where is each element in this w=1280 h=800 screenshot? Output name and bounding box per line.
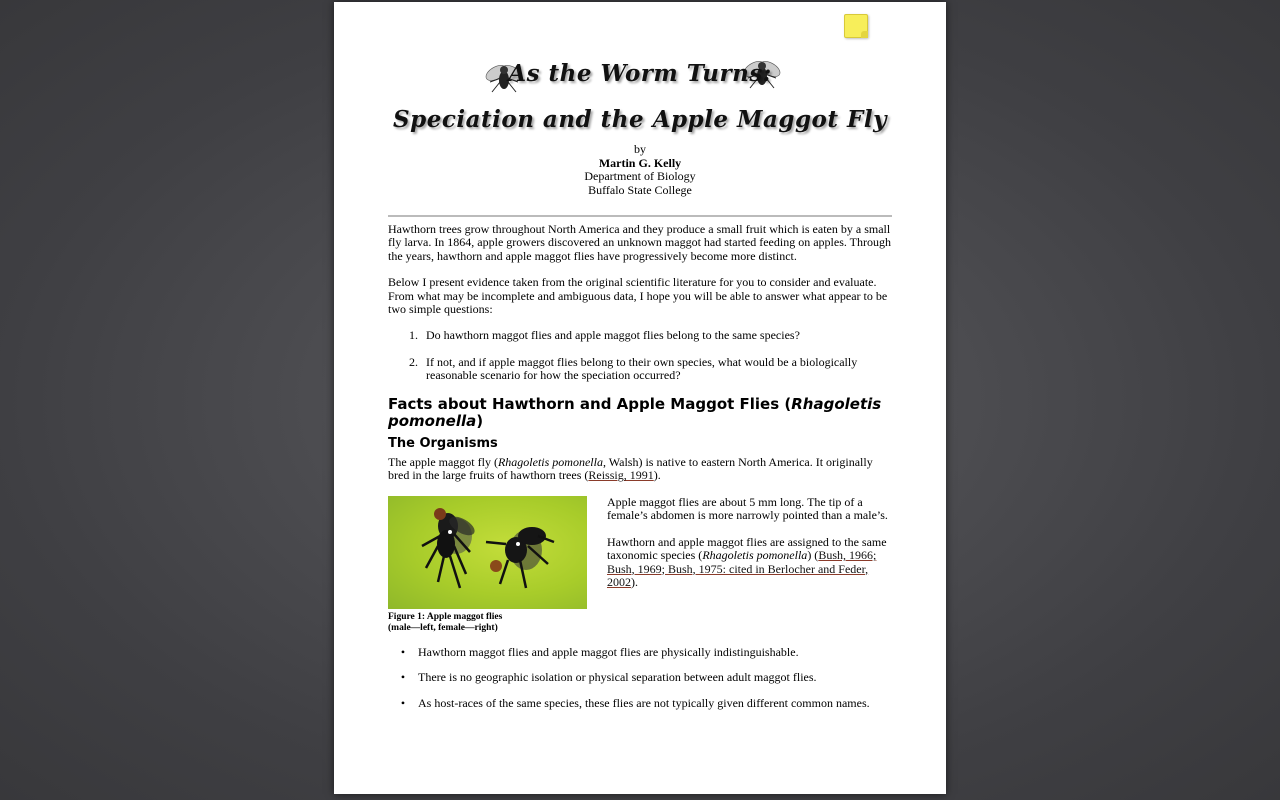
title-line-1: As the Worm Turns: <box>508 60 772 87</box>
figure-text-2-mid: ) ( <box>807 548 819 563</box>
intro-paragraph-2: Below I present evidence taken from the original scientific literature for you to consider and evaluate. From what may be incomplete and ambiguous data, I hope you will be able to answer what appear to be two simple questions: <box>388 275 888 317</box>
figure-text-2-species: Rhagoletis pomonella <box>702 548 808 563</box>
author-institution: Buffalo State College <box>588 182 692 197</box>
document-page <box>334 2 946 794</box>
bullet-icon: • <box>400 644 406 659</box>
author-name: Martin G. Kelly <box>598 155 682 170</box>
organisms-text-post: ). <box>653 468 661 483</box>
citation-link-bush[interactable]: Bush, 1966; Bush, 1969; Bush, 1975: cited in Berlocher and Feder, 2002 <box>607 548 877 589</box>
title-line-2: Speciation and the Apple Maggot Fly <box>393 106 887 133</box>
question-text: Do hawthorn maggot flies and apple maggot flies belong to the same species? <box>426 328 800 343</box>
fact-text: There is no geographic isolation or physical separation between adult maggot flies. <box>418 670 817 685</box>
title-divider <box>388 215 892 217</box>
list-item <box>388 671 892 684</box>
subsection-heading: The Organisms <box>388 435 498 451</box>
figure-photo <box>388 496 587 609</box>
organisms-paragraph <box>388 456 892 483</box>
list-item <box>388 356 892 383</box>
bullet-icon: • <box>400 670 406 685</box>
figure-text-2-post: ). <box>631 574 638 589</box>
organisms-text-mid: , Walsh) is native to eastern North America. It originally bred in the large fruits of hawthorn trees ( <box>388 455 873 483</box>
figure-caption-line-1: Figure 1: Apple maggot flies <box>388 611 503 622</box>
question-number: 2. <box>409 354 418 369</box>
question-text: If not, and if apple maggot flies belong to their own species, what would be a biologically reasonable scenario for how the speciation occurred? <box>426 354 858 383</box>
section-heading-pre: Facts about Hawthorn and Apple Maggot Flies ( <box>388 394 792 413</box>
bullet-icon: • <box>400 695 406 710</box>
author-department: Department of Biology <box>584 169 696 183</box>
question-list <box>388 329 892 382</box>
figure-caption-line-2: (male—left, female—right) <box>388 622 498 633</box>
fact-text: Hawthorn maggot flies and apple maggot flies are physically indistinguishable. <box>418 644 799 659</box>
sticky-note-icon[interactable] <box>844 14 868 38</box>
figure-text-2 <box>607 536 897 590</box>
intro-paragraph-1: Hawthorn trees grow throughout North America and they produce a small fruit which is eaten by a small fly larva. In 1864, apple growers discovered an unknown maggot had started feeding on apples. Through the years, hawthorn and apple maggot flies have progressively become more distinct. <box>388 222 891 263</box>
section-heading-italic: Rhagoletis pomonella <box>388 394 882 430</box>
figure-text-2-pre: Hawthorn and apple maggot flies are assigned to the same taxonomic species ( <box>607 534 887 563</box>
byline <box>334 143 946 197</box>
section-heading <box>388 396 892 430</box>
citation-link-reissig[interactable]: Reissig, 1991 <box>588 468 654 483</box>
fact-text: As host-races of the same species, these flies are not typically given different common names. <box>418 695 870 710</box>
figure-side-text <box>607 496 897 602</box>
figure-row <box>388 496 892 646</box>
fact-list <box>388 646 892 710</box>
section-heading-post: ) <box>476 411 484 430</box>
byline-by: by <box>634 142 646 156</box>
list-item <box>388 329 892 342</box>
document-body <box>388 223 892 722</box>
figure-caption <box>388 612 588 634</box>
organisms-text-pre: The apple maggot fly ( <box>388 455 498 470</box>
figure-text-1: Apple maggot flies are about 5 mm long. The tip of a female’s abdomen is more narrowly pointed than a male’s. <box>607 494 888 523</box>
list-item <box>388 697 892 710</box>
question-number: 1. <box>409 328 418 343</box>
organisms-species-name: Rhagoletis pomonella <box>497 455 603 470</box>
fly-photo-icon <box>388 496 587 609</box>
list-item <box>388 646 892 659</box>
